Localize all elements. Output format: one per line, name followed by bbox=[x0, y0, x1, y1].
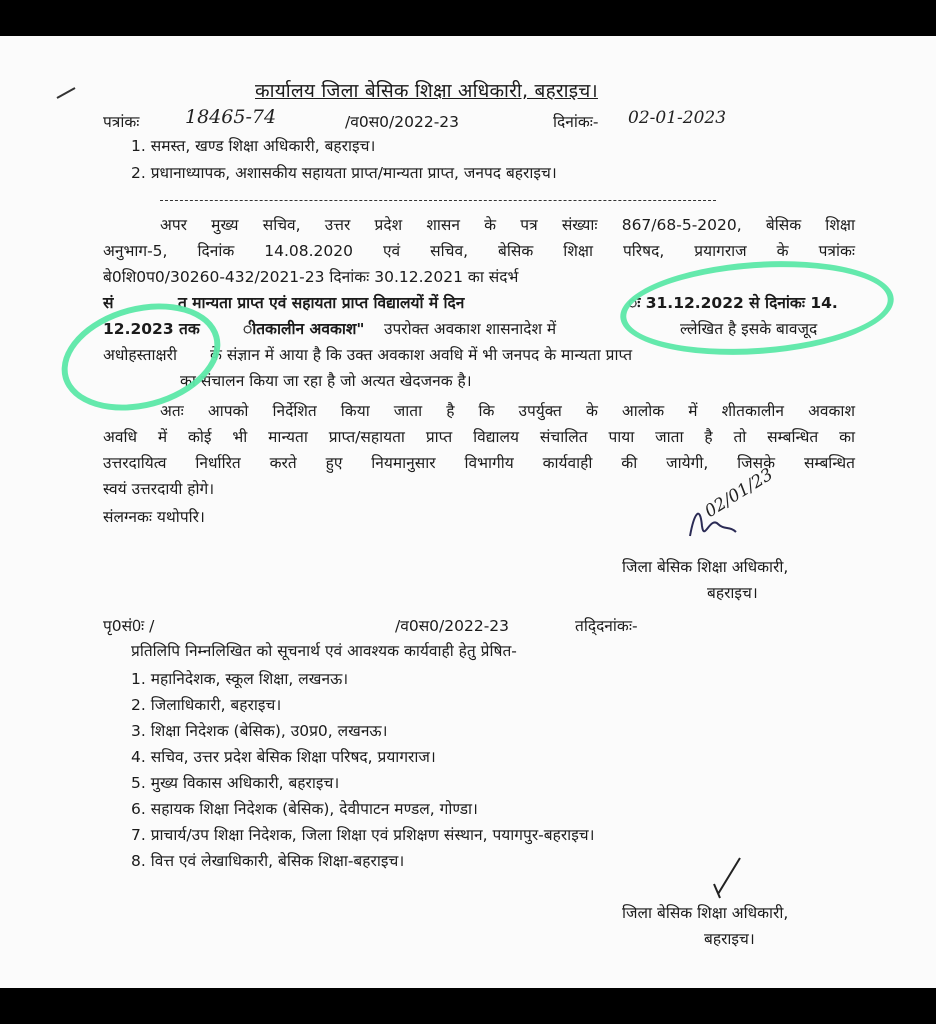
recipient-2: 2. प्रधानाध्यापक, अशासकीय सहायता प्राप्त/मान्यता प्राप्त, जनपद बहराइच। bbox=[131, 164, 557, 182]
document-page bbox=[0, 36, 936, 988]
p2-line-2: अवधि में कोई भी मान्यता प्राप्त/सहायता प्राप्त विद्यालय संचालित पाया जाता है तो सम्बन्धित का bbox=[103, 428, 855, 446]
signature-scribble-1 bbox=[680, 496, 800, 556]
p2-line-3: उत्तरदायित्व निर्धारित करते हुए नियमानुसार विभागीय कार्यवाही की जायेगी, जिसके सम्बन्धित bbox=[103, 454, 855, 472]
copy-list-item: 8. वित्त एवं लेखाधिकारी, बेसिक शिक्षा-बहराइच। bbox=[131, 852, 405, 870]
date-label: दिनांकः- bbox=[553, 113, 599, 131]
copy-list-item: 6. सहायक शिक्षा निदेशक (बेसिक), देवीपाटन मण्डल, गोण्डा। bbox=[131, 800, 478, 818]
copy-list-item: 2. जिलाधिकारी, बहराइच। bbox=[131, 696, 282, 714]
p1-line-1: अपर मुख्य सचिव, उत्तर प्रदेश शासन के पत्र संख्याः 867/68-5-2020, बेसिक शिक्षा bbox=[160, 216, 855, 234]
copy-list-item: 3. शिक्षा निदेशक (बेसिक), उ0प्र0, लखनऊ। bbox=[131, 722, 388, 740]
p1-line-4b: त मान्यता प्राप्त एवं सहायता प्राप्त विद्यालयों में दिन bbox=[178, 294, 465, 312]
pen-mark bbox=[55, 84, 85, 104]
winter-vacation-text: ीतकालीन अवकाश" bbox=[243, 320, 365, 338]
holiday-start-date: ः 31.12.2022 से दिनांकः 14. bbox=[628, 294, 838, 312]
signatory-2-title: जिला बेसिक शिक्षा अधिकारी, bbox=[622, 904, 789, 922]
enclosure-line: संलग्नकः यथोपरि। bbox=[103, 508, 205, 526]
p1-line-6b: के संज्ञान में आया है कि उक्त अवकाश अवधि में भी जनपद के मान्यता प्राप्त bbox=[210, 346, 633, 364]
separator-line bbox=[160, 200, 716, 201]
signatory-1-place: बहराइच। bbox=[707, 584, 758, 602]
p1-line-4a: सं bbox=[103, 294, 114, 312]
letter-no-label: पत्रांकः bbox=[103, 113, 140, 131]
p1-line-6a: अधोहस्ताक्षरी bbox=[103, 346, 177, 364]
copy-list-item: 4. सचिव, उत्तर प्रदेश बेसिक शिक्षा परिषद, प्रयागराज। bbox=[131, 748, 436, 766]
letter-no-handwritten: 18465-74 bbox=[185, 106, 277, 128]
endorsement-ref-label: पृ0सं0ः / bbox=[103, 617, 155, 635]
signatory-2-place: बहराइच। bbox=[704, 930, 755, 948]
signatory-1-title: जिला बेसिक शिक्षा अधिकारी, bbox=[622, 558, 789, 576]
copy-list-item: 7. प्राचार्य/उप शिक्षा निदेशक, जिला शिक्षा एवं प्रशिक्षण संस्थान, पयागपुर-बहराइच। bbox=[131, 826, 595, 844]
p1-line-5b: उपरोक्त अवकाश शासनादेश में bbox=[384, 320, 557, 338]
endorsement-ref-suffix: /व0स0/2022-23 bbox=[395, 617, 510, 635]
p1-line-5c: ल्लेखित है इसके बावजूद bbox=[680, 320, 818, 338]
letter-no-suffix: /व0स0/2022-23 bbox=[345, 113, 460, 131]
signature-date-handwritten: 02/01/23 bbox=[701, 464, 777, 522]
office-title: कार्यालय जिला बेसिक शिक्षा अधिकारी, बहराइच। bbox=[255, 80, 598, 102]
p1-line-7: का संचालन किया जा रहा है जो अत्यत खेदजनक है। bbox=[180, 372, 472, 390]
recipient-1: 1. समस्त, खण्ड शिक्षा अधिकारी, बहराइच। bbox=[131, 137, 376, 155]
copy-list-item: 1. महानिदेशक, स्कूल शिक्षा, लखनऊ। bbox=[131, 670, 349, 688]
copy-list-item: 5. मुख्य विकास अधिकारी, बहराइच। bbox=[131, 774, 340, 792]
signature-scribble-2 bbox=[700, 854, 750, 904]
p2-line-4: स्वयं उत्तरदायी होगे। bbox=[103, 480, 215, 498]
date-handwritten: 02-01-2023 bbox=[628, 108, 727, 128]
holiday-end-date: 12.2023 तक bbox=[103, 320, 200, 338]
p1-line-3: बे0शि0प0/30260-432/2021-23 दिनांकः 30.12.2021 का संदर्भ bbox=[103, 268, 519, 286]
p2-line-1: अतः आपको निर्देशित किया जाता है कि उपर्युक्त के आलोक में शीतकालीन अवकाश bbox=[160, 402, 855, 420]
p1-line-2: अनुभाग-5, दिनांक 14.08.2020 एवं सचिव, बेसिक शिक्षा परिषद, प्रयागराज के पत्रांकः bbox=[103, 242, 855, 260]
endorsement-intro: प्रतिलिपि निम्नलिखित को सूचनार्थ एवं आवश्यक कार्यवाही हेतु प्रेषित- bbox=[131, 642, 517, 660]
endorsement-date-label: तद्‍दिनांकः- bbox=[575, 617, 638, 635]
